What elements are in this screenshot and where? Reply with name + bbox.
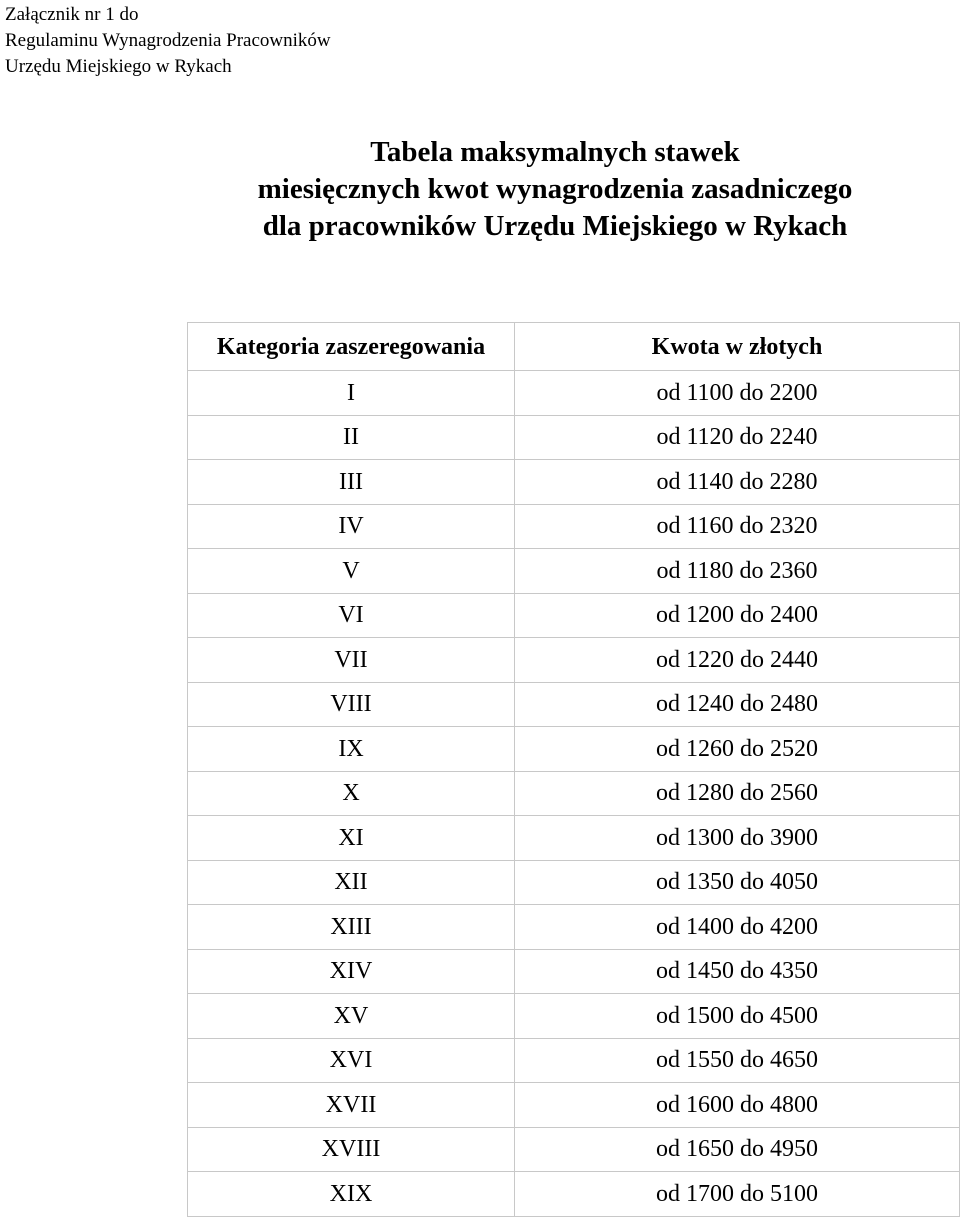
annex-line-2: Regulaminu Wynagrodzenia Pracowników (5, 30, 331, 51)
category-cell: VII (188, 638, 515, 683)
amount-cell: od 1400 do 4200 (515, 905, 960, 950)
table-row (188, 504, 960, 549)
table-row (188, 905, 960, 950)
table-row (188, 816, 960, 861)
category-cell: I (188, 371, 515, 416)
category-cell: II (188, 415, 515, 460)
amount-cell: od 1500 do 4500 (515, 994, 960, 1039)
amount-cell: od 1220 do 2440 (515, 638, 960, 683)
table-row (188, 994, 960, 1039)
table-row (188, 549, 960, 594)
salary-rates-table (187, 322, 960, 1217)
table-row (188, 949, 960, 994)
amount-cell: od 1280 do 2560 (515, 771, 960, 816)
table-row (188, 1127, 960, 1172)
table-row (188, 371, 960, 416)
amount-cell: od 1240 do 2480 (515, 682, 960, 727)
category-cell: IX (188, 727, 515, 772)
category-cell: X (188, 771, 515, 816)
table-row (188, 415, 960, 460)
amount-cell: od 1120 do 2240 (515, 415, 960, 460)
category-cell: XVIII (188, 1127, 515, 1172)
amount-cell: od 1450 do 4350 (515, 949, 960, 994)
category-cell: XIX (188, 1172, 515, 1217)
header-amount: Kwota w złotych (515, 323, 960, 371)
amount-cell: od 1600 do 4800 (515, 1083, 960, 1128)
annex-line-3: Urzędu Miejskiego w Rykach (5, 56, 232, 77)
amount-cell: od 1260 do 2520 (515, 727, 960, 772)
table-body (188, 371, 960, 1217)
amount-cell: od 1350 do 4050 (515, 860, 960, 905)
title-line-3: dla pracowników Urzędu Miejskiego w Rykach (262, 210, 848, 242)
table-row (188, 1083, 960, 1128)
table-row (188, 638, 960, 683)
table-header-row (188, 323, 960, 371)
amount-cell: od 1550 do 4650 (515, 1038, 960, 1083)
category-cell: V (188, 549, 515, 594)
amount-cell: od 1650 do 4950 (515, 1127, 960, 1172)
title-line-2: miesięcznych kwot wynagrodzenia zasadniczego (257, 173, 853, 205)
table-row (188, 727, 960, 772)
amount-cell: od 1140 do 2280 (515, 460, 960, 505)
category-cell: XIII (188, 905, 515, 950)
amount-cell: od 1100 do 2200 (515, 371, 960, 416)
amount-cell: od 1200 do 2400 (515, 593, 960, 638)
category-cell: III (188, 460, 515, 505)
category-cell: XVI (188, 1038, 515, 1083)
table-row (188, 860, 960, 905)
table-row (188, 1172, 960, 1217)
category-cell: XIV (188, 949, 515, 994)
header-category: Kategoria zaszeregowania (188, 323, 515, 371)
table-row (188, 460, 960, 505)
amount-cell: od 1700 do 5100 (515, 1172, 960, 1217)
title-line-1: Tabela maksymalnych stawek (370, 136, 740, 168)
amount-cell: od 1180 do 2360 (515, 549, 960, 594)
category-cell: VI (188, 593, 515, 638)
amount-cell: od 1300 do 3900 (515, 816, 960, 861)
table-row (188, 593, 960, 638)
table-row (188, 1038, 960, 1083)
amount-cell: od 1160 do 2320 (515, 504, 960, 549)
annex-line-1: Załącznik nr 1 do (5, 4, 139, 25)
category-cell: XVII (188, 1083, 515, 1128)
annex-note (5, 2, 331, 80)
table-row (188, 682, 960, 727)
category-cell: XV (188, 994, 515, 1039)
table-row (188, 771, 960, 816)
category-cell: XII (188, 860, 515, 905)
category-cell: IV (188, 504, 515, 549)
category-cell: VIII (188, 682, 515, 727)
category-cell: XI (188, 816, 515, 861)
document-title (0, 134, 960, 245)
